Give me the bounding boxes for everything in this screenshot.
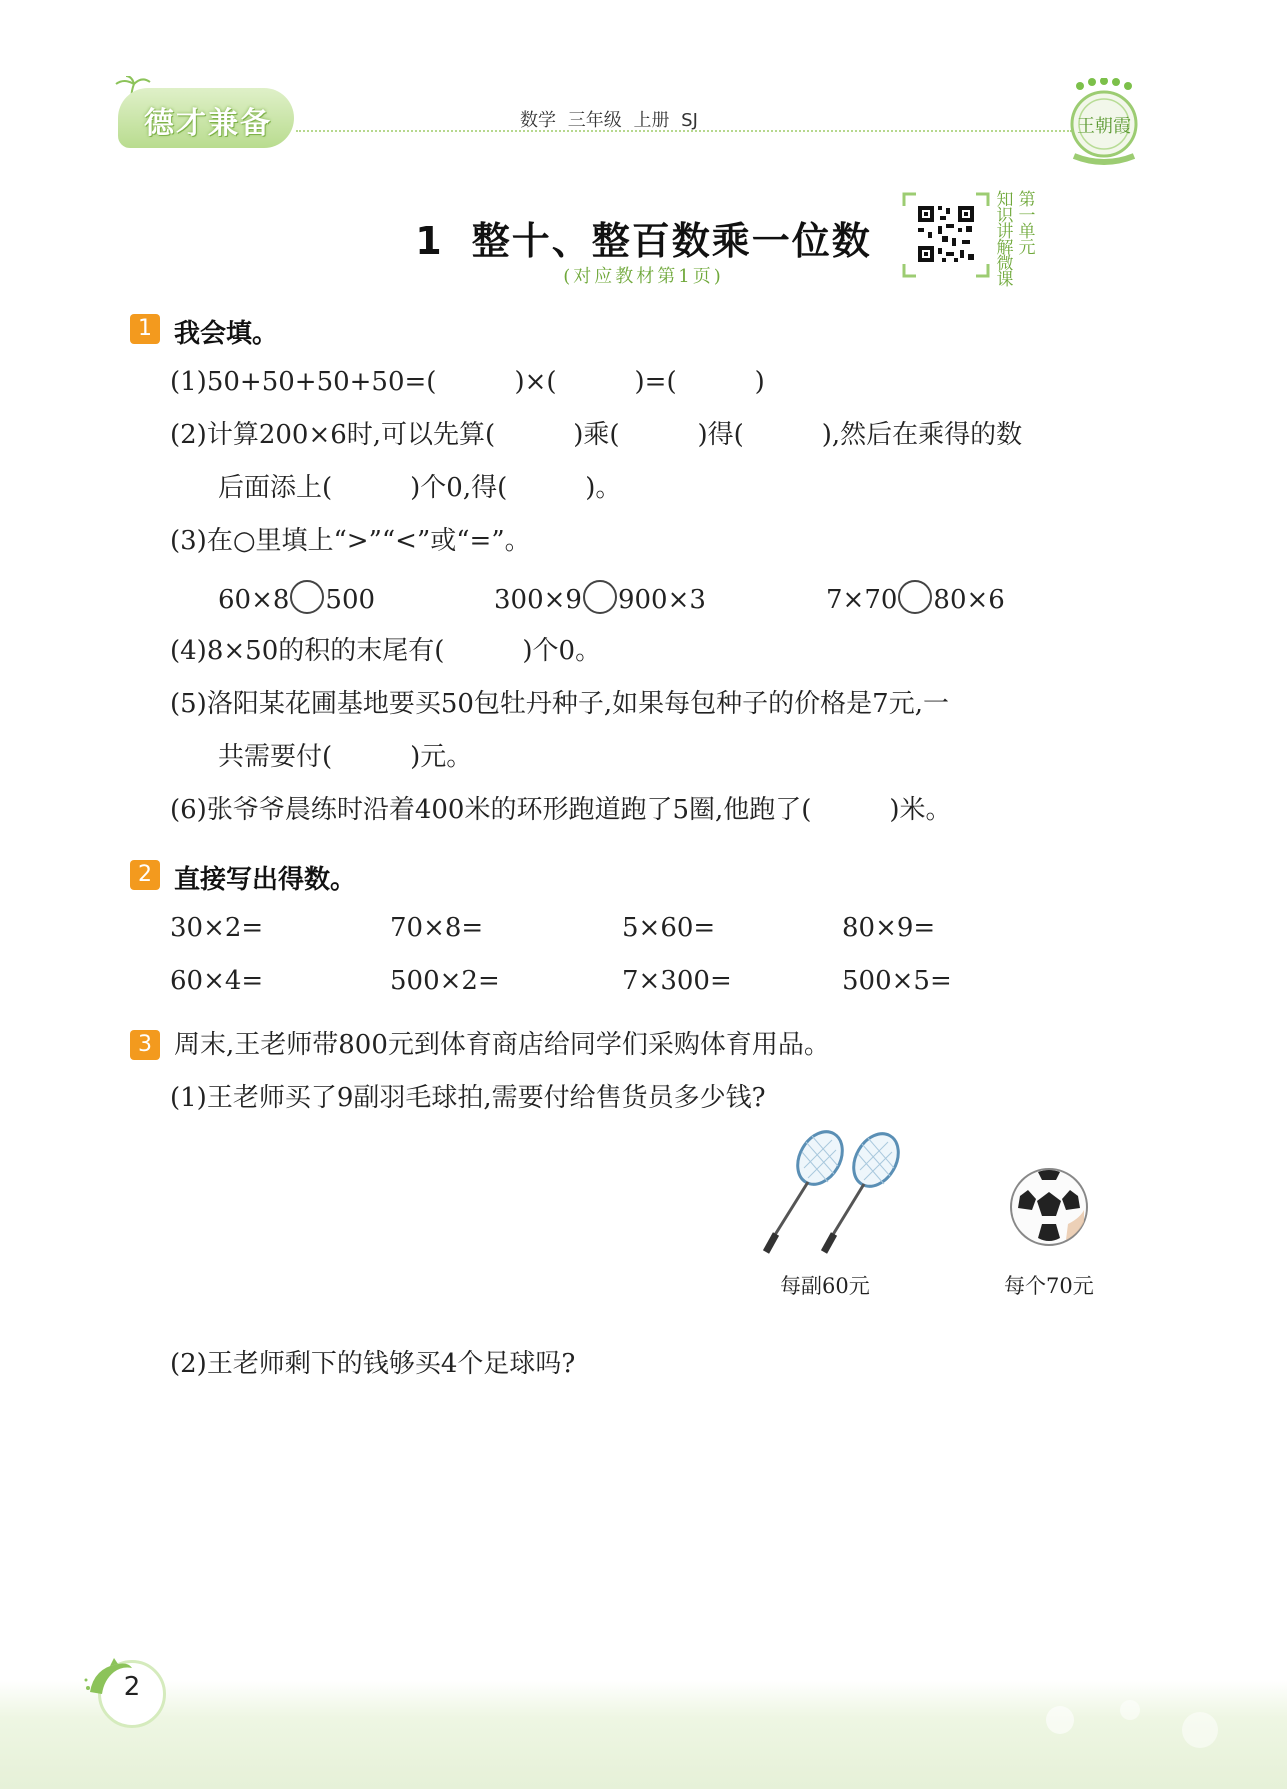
section-heading-2: 直接写出得数。 [174,865,357,895]
calc-item: 60×4= [170,966,264,996]
question-3-1: (1)王老师买了9副羽毛球拍,需要付给售货员多少钱? [170,1083,766,1113]
question-1-2-line2: 后面添上( )个0,得( )。 [218,473,622,503]
seal-badge-icon [1064,78,1144,168]
question-1-1: (1)50+50+50+50=( )×( )=( ) [170,367,765,397]
page-title [0,210,1287,265]
question-1-5-line2: 共需要付( )元。 [218,742,473,772]
question-1-3: (3)在○里填上“>”“<”或“=”。 [170,526,531,556]
section-heading-1: 我会填。 [174,319,279,349]
page-number: 2 [123,1672,141,1702]
qr-label-right: 第一单元 [1018,190,1036,258]
compare-item: 7×70 80×6 [826,580,1005,616]
calc-item: 70×8= [390,913,484,943]
answer-circle[interactable] [290,580,324,614]
question-1-5-line1: (5)洛阳某花圃基地要买50包牡丹种子,如果每包种子的价格是7元,一 [170,689,949,719]
badminton-racket-icon [750,1128,910,1262]
racket-price-caption: 每副60元 [780,1274,870,1298]
brand-text: 德才兼备 [144,106,272,141]
brand-logo [118,88,294,148]
section-badge-1: 1 [130,314,160,344]
answer-circle[interactable] [898,580,932,614]
qr-label-left: 知识讲解微课 [996,190,1014,290]
soccer-ball-icon [1008,1166,1090,1248]
ball-price-caption: 每个70元 [1004,1274,1094,1298]
calc-item: 5×60= [622,913,716,943]
book-info: 数学 三年级 上册 SJ [520,110,698,131]
qr-code-icon[interactable] [902,192,990,278]
title-text: 整十、整百数乘一位数 [471,219,872,263]
answer-circle[interactable] [583,580,617,614]
calc-item: 30×2= [170,913,264,943]
question-1-2-line1: (2)计算200×6时,可以先算( )乘( )得( ),然后在乘得的数 [170,420,1023,450]
page-subtitle: (对应教材第1页) [563,266,724,287]
calc-item: 500×5= [842,966,952,996]
footer-decoration [1020,1690,1260,1760]
question-1-6: (6)张爷爷晨练时沿着400米的环形跑道跑了5圈,他跑了( )米。 [170,795,952,825]
calc-item: 80×9= [842,913,936,943]
title-number: 1 [415,219,444,263]
question-3-2: (2)王老师剩下的钱够买4个足球吗? [170,1349,576,1379]
seal-text: 王朝霞 [1077,116,1131,137]
section-badge-2: 2 [130,860,160,890]
compare-item: 60×8 500 [218,580,375,616]
calc-item: 500×2= [390,966,500,996]
calc-item: 7×300= [622,966,732,996]
section-heading-3: 周末,王老师带800元到体育商店给同学们采购体育用品。 [174,1030,830,1060]
compare-item: 300×9 900×3 [494,580,706,616]
section-badge-3: 3 [130,1030,160,1060]
question-1-4: (4)8×50的积的末尾有( )个0。 [170,636,602,666]
